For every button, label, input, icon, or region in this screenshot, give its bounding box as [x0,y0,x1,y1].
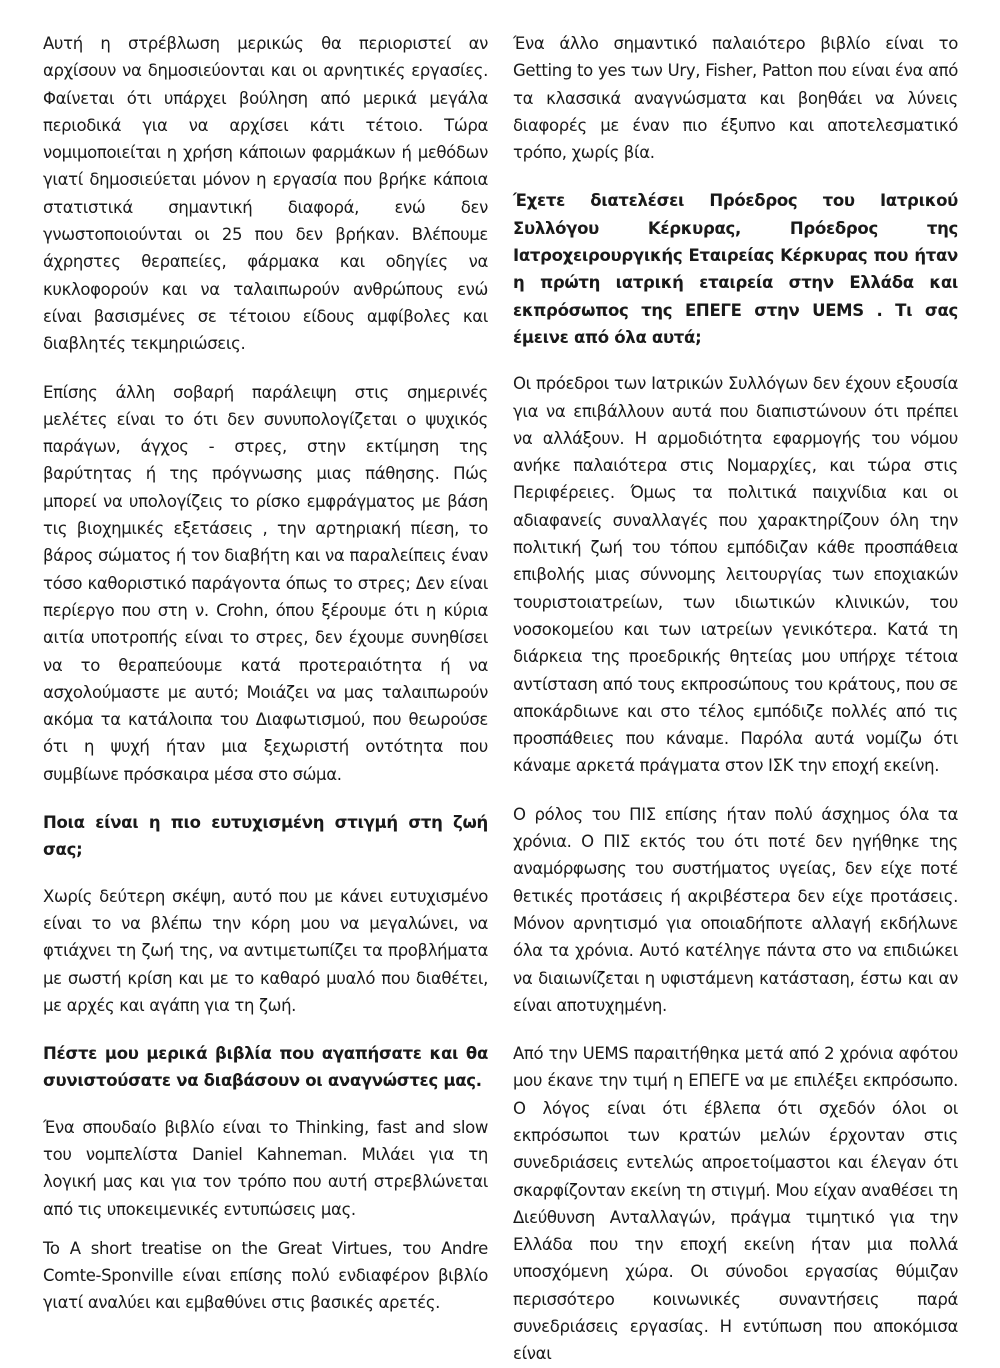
left-column [43,30,488,1317]
right-column [513,30,958,1368]
paragraph: Οι πρόεδροι των Ιατρικών Συλλόγων δεν έχουν εξουσία για να επιβάλλουν αυτά που διαπιστώνουν ότι πρέπει να αλλάξουν. Η αρμοδιότητα εφαρμογής του νόμου ανήκε παλαιότερα στις Νομαρχίες, και τώρα στις Περιφέρειες. Όμως τα πολιτικά παιχνίδια και οι αδιαφανείς συναλλαγές που χαρακτηρίζουν όλη την πολιτική ζωή του τόπου εμπόδιζαν κάθε προσπάθεια επιβολής μιας σύννομης λειτουργίας των εποχιακών τουριστοιατρείων, των ιδιωτικών κλινικών, του νοσοκομείου και των ιατρείων γενικότερα. Κατά τη διάρκεια της προεδρικής θητείας μου υπήρχε τέτοια αντίσταση από τους εκπροσώπους του κράτους, που σε αποκάρδιωνε και στο τέλος εμπόδιζε πολλές από τις προσπάθειες που κάναμε. Παρόλα αυτά νομίζω ότι κάναμε αρκετά πράγματα στον ΙΣΚ την εποχή εκείνη. [513,374,958,776]
paragraph: Ένα σπουδαίο βιβλίο είναι το Thinking, fast and slow του νομπελίστα Daniel Kahneman. Μιλάει για τη λογική μας και για τον τρόπο που αυτή στρεβλώνεται από τις υποκειμενικές εντυπώσεις μας. [43,1117,488,1219]
interview-question: Πέστε μου μερικά βιβλία που αγαπήσατε και θα συνιστούσατε να διαβάσουν οι αναγνώστες μας. [43,1044,488,1091]
paragraph: Ο ρόλος του ΠΙΣ επίσης ήταν πολύ άσχημος όλα τα χρόνια. Ο ΠΙΣ εκτός του ότι ποτέ δεν ηγήθηκε της αναμόρφωσης του συστήματος υγείας, δεν είχε ποτέ θετικές προτάσεις ή ακριβέστερα δεν είχε προτάσεις. Μόνον αρνητισμό για οποιαδήποτε αλλαγή εκδήλωνε όλα τα χρόνια. Αυτό κατέληγε πάντα στο να επιδιώκει να διαιωνίζεται η υφιστάμενη κατάσταση, έστω και αν είναι αποτυχημένη. [513,804,958,1015]
paragraph: Από την UEMS παραιτήθηκα μετά από 2 χρόνια αφότου μου έκανε την τιμή η ΕΠΕΓΕ να με επιλέξει εκπρόσωπο. Ο λόγος είναι ότι έβλεπα ότι σχεδόν όλοι οι εκπρόσωποι των κρατών μελών έρχονταν στις συνεδριάσεις εντελώς απροετοίμαστοι και έλεγαν ότι σκαρφίζονταν εκείνη τη στιγμή. Μου είχαν αναθέσει τη Διεύθυνση Ανταλλαγών, πράγμα τιμητικό για την Ελλάδα που την εποχή εκείνη ήταν μια πολλά υποσχόμενη χώρα. Οι σύνοδοι εργασίας θύμιζαν περισσότερο κοινωνικές συναντήσεις παρά συνεδριάσεις εργασίας. Η εντύπωση που αποκόμισα είναι [513,1044,958,1364]
paragraph: Επίσης άλλη σοβαρή παράλειψη στις σημερινές μελέτες είναι το ότι δεν συνυπολογίζεται ο ψυχικός παράγων, άγχος - στρες, στην εκτίμηση της βαρύτητας ή της πρόγνωσης μιας πάθησης. Πώς μπορεί να υπολογίζεις το ρίσκο εμφράγματος με βάση τις βιοχημικές εξετάσεις , την αρτηριακή πίεση, το βάρος σώματος ή τον διαβήτη και να παραλείπεις έναν τόσο καθοριστικό παράγοντα όπως το στρες; Δεν είναι περίεργο που στη ν. Crohn, όπου ξέρουμε ότι η κύρια αιτία υποτροπής είναι το στρες, δεν έχουμε συνηθίσει να το θεραπεύουμε κατά προτεραιότητα ή να ασχολούμαστε με αυτό; Μοιάζει να μας ταλαιπωρούν ακόμα τα κατάλοιπα του Διαφωτισμού, που θεωρούσε ότι η ψυχή ήταν μια ξεχωριστή οντότητα που συμβίωνε πρόσκαιρα μέσα στο σώμα. [43,382,488,784]
paragraph: Αυτή η στρέβλωση μερικώς θα περιοριστεί αν αρχίσουν να δημοσιεύονται και οι αρνητικές εργασίες. Φαίνεται ότι υπάρχει βούληση από μερικά μεγάλα περιοδικά για να αρχίσει κάτι τέτοιο. Τώρα νομιμοποιείται η χρήση κάποιων φαρμάκων ή μεθόδων γιατί δημοσιεύεται μόνον η εργασία που βρήκε κάποια στατιστικά σημαντική διαφορά, ενώ δεν γνωστοποιούνται οι 25 που δεν βρήκαν. Βλέπουμε άχρηστες θεραπείες, φάρμακα και οδηγίες να κυκλοφορούν και να ταλαιπωρούν ανθρώπους ενώ είναι βασισμένες σε τέτοιου είδους αμφίβολες και διαβλητές τεκμηριώσεις. [43,34,488,354]
paragraph: To A short treatise on the Great Virtues, του Andre Comte-Sponville είναι επίσης πολύ ενδιαφέρον βιβλίο γιατί αναλύει και εμβαθύνει στις βασικές αρετές. [43,1238,488,1313]
interview-question: Ποια είναι η πιο ευτυχισμένη στιγμή στη ζωή σας; [43,813,488,860]
paragraph: Χωρίς δεύτερη σκέψη, αυτό που με κάνει ευτυχισμένο είναι το να βλέπω την κόρη μου να μεγαλώνει, να φτιάχνει τη ζωή της, να αντιμετωπίζει τα προβλήματα με σωστή κρίση και με το καθαρό μυαλό που διαθέτει, με αρχές και αγάπη για τη ζωή. [43,886,488,1015]
paragraph: Ένα άλλο σημαντικό παλαιότερο βιβλίο είναι το Getting to yes των Ury, Fisher, Patton που είναι ένα από τα κλασσικά αναγνώσματα και βοηθάει να λύνεις διαφορές με έναν πιο έξυπνο και αποτελεσματικό τρόπο, χωρίς βία. [513,34,958,163]
interview-question: Έχετε διατελέσει Πρόεδρος του Ιατρικού Συλλόγου Κέρκυρας, Πρόεδρος της Ιατροχειρουργικής Εταιρείας Κέρκυρας που ήταν η πρώτη ιατρική εταιρεία στην Ελλάδα και εκπρόσωπος της ΕΠΕΓΕ στην UEMS . Τι σας έμεινε από όλα αυτά; [513,191,958,347]
